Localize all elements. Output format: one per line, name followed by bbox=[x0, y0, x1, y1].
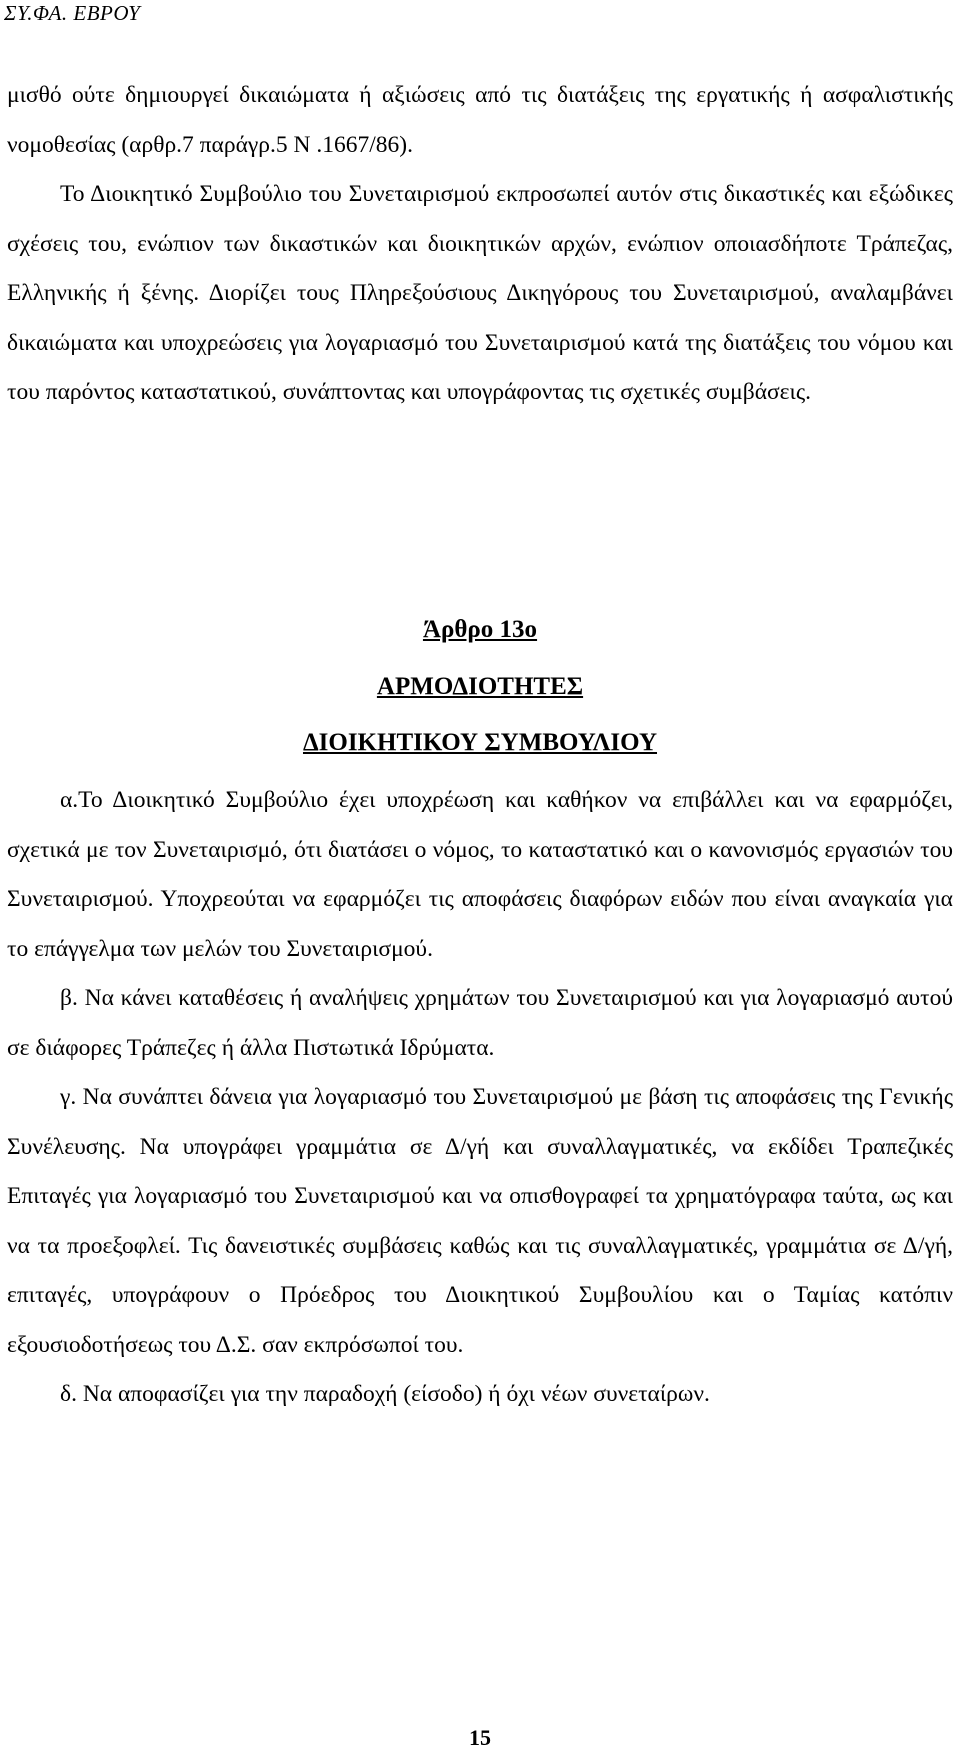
document-header: ΣΥ.ΦΑ. ΕΒΡΟΥ bbox=[4, 1, 141, 25]
article-title-line-1: ΑΡΜΟΔΙΟΤΗΤΕΣ bbox=[376, 673, 584, 700]
article-title-line-2: ΔΙΟΙΚΗΤΙΚΟΥ ΣΥΜΒΟΥΛΙΟΥ bbox=[302, 729, 658, 756]
section-gamma: γ. Να συνάπτει δάνεια για λογαριασμό του Συνεταιρισμού με βάση τις αποφάσεις της Γενικής Συνέλευσης. Να υπογράφει γραμμάτια σε Δ/γή και συναλλαγματικές, να εκδίδει Τραπεζικές Επιταγές για λογαριασμό του Συνεταιρισμού και να οπισθογραφεί τα χρηματόγραφα ταύτα, ως και να τα προεξοφλεί. Τις δανειστικές συμβάσεις καθώς και τις συναλλαγματικές, γραμμάτια σε Δ/γή, επιταγές, υπογράφουν ο Πρόεδρος του Διοικητικού Συμβουλίου και ο Ταμίας κατόπιν εξουσιοδοτήσεως του Δ.Σ. σαν εκπρόσωποί του. bbox=[7, 1084, 953, 1358]
paragraph-salary-clause: μισθό ούτε δημιουργεί δικαιώματα ή αξιώσεις από τις διατάξεις της εργατικής ή ασφαλιστικής νομοθεσίας (αρθρ.7 παράγρ.5 Ν .1667/86). bbox=[7, 82, 953, 158]
section-alpha: α.Το Διοικητικό Συμβούλιο έχει υποχρέωση και καθήκον να επιβάλλει και να εφαρμόζει, σχετικά με τον Συνεταιρισμό, ότι διατάσει ο νόμος, το καταστατικό και ο κανονισμός εργασιών του Συνεταιρισμού. Υποχρεούται να εφαρμόζει τις αποφάσεις διαφόρων ειδών που είναι αναγκαία για το επάγγελμα των μελών του Συνεταιρισμού. bbox=[7, 787, 953, 962]
article-number-heading: Άρθρο 13ο bbox=[422, 616, 538, 643]
page-number: 15 bbox=[469, 1725, 491, 1750]
section-delta: δ. Να αποφασίζει για την παραδοχή (είσοδο) ή όχι νέων συνεταίρων. bbox=[60, 1381, 710, 1407]
section-beta: β. Να κάνει καταθέσεις ή αναλήψεις χρημάτων του Συνεταιρισμού και για λογαριασμό αυτού σε διάφορες Τράπεζες ή άλλα Πιστωτικά Ιδρύματα. bbox=[7, 985, 953, 1061]
article-12-continuation bbox=[7, 71, 953, 418]
paragraph-board-representation: Το Διοικητικό Συμβούλιο του Συνεταιρισμού εκπροσωπεί αυτόν στις δικαστικές και εξώδικες σχέσεις του, ενώπιον των δικαστικών και διοικητικών αρχών, ενώπιον οποιασδήποτε Τράπεζας, Ελληνικής ή ξένης. Διορίζει τους Πληρεξούσιους Δικηγόρους του Συνεταιρισμού, αναλαμβάνει δικαιώματα και υποχρεώσεις για λογαριασμό του Συνεταιρισμού κατά της διατάξεις του νόμου και του παρόντος καταστατικού, συνάπτοντας και υπογράφοντας τις σχετικές συμβάσεις. bbox=[7, 181, 953, 405]
article-13-body bbox=[7, 776, 953, 1420]
